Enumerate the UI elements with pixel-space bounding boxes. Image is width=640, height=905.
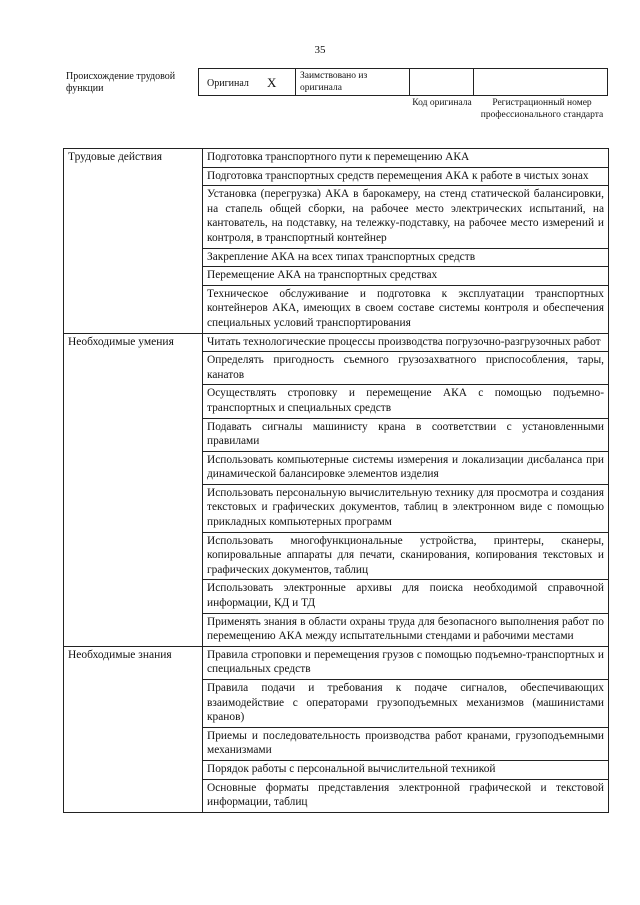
- table-row: Приемы и последовательность производства работ кранами, грузоподъемными механизмами: [203, 727, 608, 760]
- table-row: Использовать компьютерные системы измерения и локализации дисбаланса при динамической балансировке элементов изделия: [203, 451, 608, 484]
- table-row: Основные форматы представления электронной графической и текстовой информации, таблиц: [203, 779, 608, 812]
- page-number: 35: [314, 44, 326, 56]
- section-label: Трудовые действия: [64, 149, 203, 333]
- section-label: Необходимые умения: [64, 334, 203, 646]
- section-items: [203, 647, 608, 812]
- table-row: Перемещение АКА на транспортных средствах: [203, 266, 608, 285]
- table-row: Подготовка транспортных средств перемещения АКА к работе в чистых зонах: [203, 167, 608, 186]
- table-row: Правила подачи и требования к подаче сигналов, обеспечивающих взаимодействие с операторами грузоподъемных механизмов (машинистами кранов): [203, 679, 608, 727]
- table-row: Техническое обслуживание и подготовка к эксплуатации транспортных контейнеров АКА, имеющих в своем составе системы контроля и обеспечения специальных условий транспортирования: [203, 285, 608, 333]
- original-mark: X: [267, 75, 277, 90]
- code-cell: [409, 69, 473, 95]
- table-section: [64, 646, 608, 812]
- origin-label: Происхождение трудовой функции: [66, 71, 176, 94]
- table-row: Применять знания в области охраны труда для безопасного выполнения работ по перемещению АКА между испытательными стендами и рабочими местами: [203, 613, 608, 646]
- table-section: [64, 149, 608, 333]
- table-row: Правила строповки и перемещения грузов с помощью подъемно-транспортных и специальных средств: [207, 648, 604, 676]
- table-row: Использовать многофункциональные устройства, принтеры, сканеры, копировальные аппараты для печати, сканирования, копирования текстовых и графических документов, таблиц: [203, 532, 608, 580]
- table-row: Использовать электронные архивы для поиска необходимой справочной информации, КД и ТД: [203, 579, 608, 612]
- table-row: Порядок работы с персональной вычислительной техникой: [203, 760, 608, 779]
- table-section: [64, 333, 608, 646]
- section-items: [203, 334, 608, 646]
- table-row: Определять пригодность съемного грузозахватного приспособления, тары, канатов: [203, 351, 608, 384]
- table-row: Подавать сигналы машинисту крана в соответствии с установленными правилами: [203, 418, 608, 451]
- reg-number-caption: Регистрационный номер профессионального стандарта: [480, 98, 604, 120]
- labor-function-table: [63, 148, 609, 813]
- section-label: Необходимые знания: [64, 647, 203, 812]
- original-cell: [199, 69, 295, 95]
- table-row: Осуществлять строповку и перемещение АКА с помощью подъемно-транспортных и специальных средств: [203, 384, 608, 417]
- origin-table: [198, 68, 608, 96]
- table-row: Читать технологические процессы производства погрузочно-разгрузочных работ: [207, 335, 601, 348]
- table-row: Установка (перегрузка) АКА в барокамеру, на стенд статической балансировки, на стапель общей сборки, на рабочее место электрических испытаний, на кантователь, на подставку, на тележку-подставку, на рабочее место измерений и контроля, в транспортный контейнер: [203, 185, 608, 247]
- code-caption: Код оригинала: [412, 98, 472, 108]
- section-items: [203, 149, 608, 333]
- table-row: Закрепление АКА на всех типах транспортных средств: [203, 248, 608, 267]
- borrowed-label: Заимствовано из оригинала: [300, 71, 368, 93]
- reg-number-cell: [473, 69, 609, 95]
- borrowed-cell: [295, 69, 409, 95]
- table-row: Подготовка транспортного пути к перемещению АКА: [207, 151, 470, 163]
- original-label: Оригинал: [207, 78, 249, 89]
- table-row: Использовать персональную вычислительную технику для просмотра и создания текстовых и графических документов, таблиц в электронном виде с помощью прикладных компьютерных программ: [203, 484, 608, 532]
